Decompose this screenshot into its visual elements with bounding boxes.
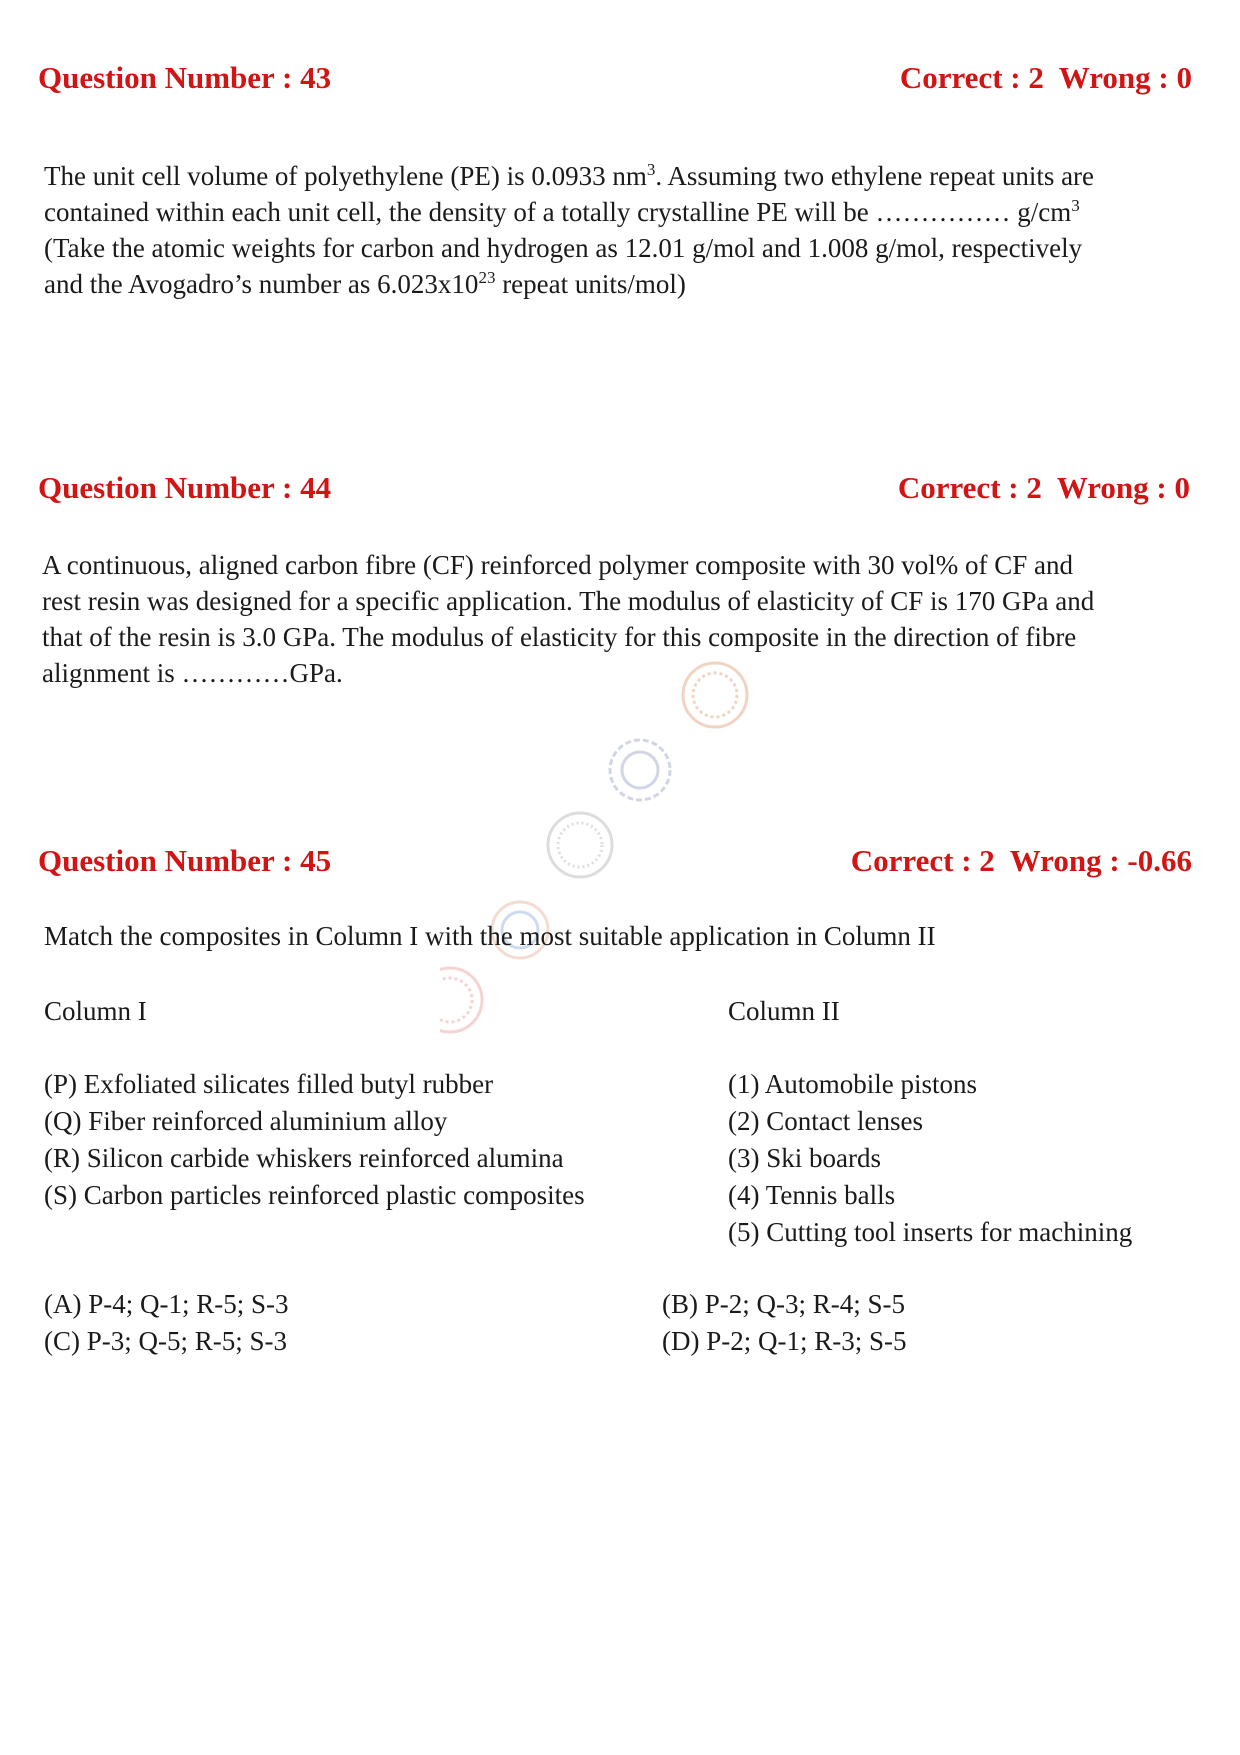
column-1-title: Column I: [44, 996, 147, 1026]
column-1-item: (R) Silicon carbide whiskers reinforced alumina: [44, 1143, 564, 1173]
column-2-title: Column II: [728, 996, 840, 1026]
option-d: (D) P-2; Q-1; R-3; S-5: [662, 1326, 907, 1356]
column-2-item: (1) Automobile pistons: [728, 1069, 977, 1099]
question-45-prompt: Match the composites in Column I with the most suitable application in Column II: [44, 921, 936, 951]
column-2-item: (4) Tennis balls: [728, 1180, 896, 1210]
question-43-text: The unit cell volume of polyethylene (PE) is 0.0933 $nm^3$. Assuming two ethylene repeat units are contained within each unit cell, the density of a totally crystalline PE will be …………… $g/cm^3$ (Take the atomic weights for carbon and hydrogen as 12.01 g/mol and 1.008 g/mol, respectively and the Avogadro’s number as $6.023x10^{23}$ repeat units/mol): [44, 160, 1095, 299]
marks-info: [898, 470, 1190, 506]
option-b: (B) P-2; Q-3; R-4; S-5: [662, 1289, 905, 1319]
column-2-item: (3) Ski boards: [728, 1143, 881, 1173]
wrong-marks: Wrong : -0.66: [1009, 843, 1192, 878]
column-1-item: (S) Carbon particles reinforced plastic composites: [44, 1180, 585, 1210]
column-2-item: (2) Contact lenses: [728, 1106, 923, 1136]
column-1-item: (P) Exfoliated silicates filled butyl rubber: [44, 1069, 494, 1099]
column-1-list: [44, 1066, 585, 1214]
correct-marks: Correct : 2: [850, 843, 995, 878]
column-2-list: [728, 1066, 1132, 1251]
question-43-header: [0, 60, 1240, 100]
answer-options-right: [662, 1286, 907, 1360]
seal-icon: [440, 968, 482, 1032]
gear-seal-icon: [610, 740, 670, 800]
question-45-header: [0, 843, 1240, 883]
question-44-text: A continuous, aligned carbon fibre (CF) reinforced polymer composite with 30 vol% of CF and rest resin was designed for a specific application. The modulus of elasticity of CF is 170 GPa and that of the resin is 3.0 GPa. The modulus of elasticity for this composite in the direction of fibre alignment is …………GPa.: [42, 550, 1095, 688]
correct-marks: Correct : 2: [897, 470, 1042, 505]
option-c: (C) P-3; Q-5; R-5; S-3: [44, 1326, 287, 1356]
question-number-label: Question Number : 44: [38, 470, 332, 505]
wrong-marks: Wrong : 0: [1056, 470, 1190, 505]
question-44-header: [0, 470, 1240, 510]
column-2-item: (5) Cutting tool inserts for machining: [728, 1217, 1133, 1247]
question-number-label: Question Number : 43: [38, 60, 332, 95]
wrong-marks: Wrong : 0: [1058, 60, 1192, 95]
marks-info: [851, 843, 1192, 879]
correct-marks: Correct : 2: [899, 60, 1044, 95]
option-a: (A) P-4; Q-1; R-5; S-3: [44, 1289, 289, 1319]
question-number-label: Question Number : 45: [38, 843, 332, 878]
column-1-item: (Q) Fiber reinforced aluminium alloy: [44, 1106, 448, 1136]
answer-options-left: [44, 1286, 289, 1360]
marks-info: [900, 60, 1192, 96]
